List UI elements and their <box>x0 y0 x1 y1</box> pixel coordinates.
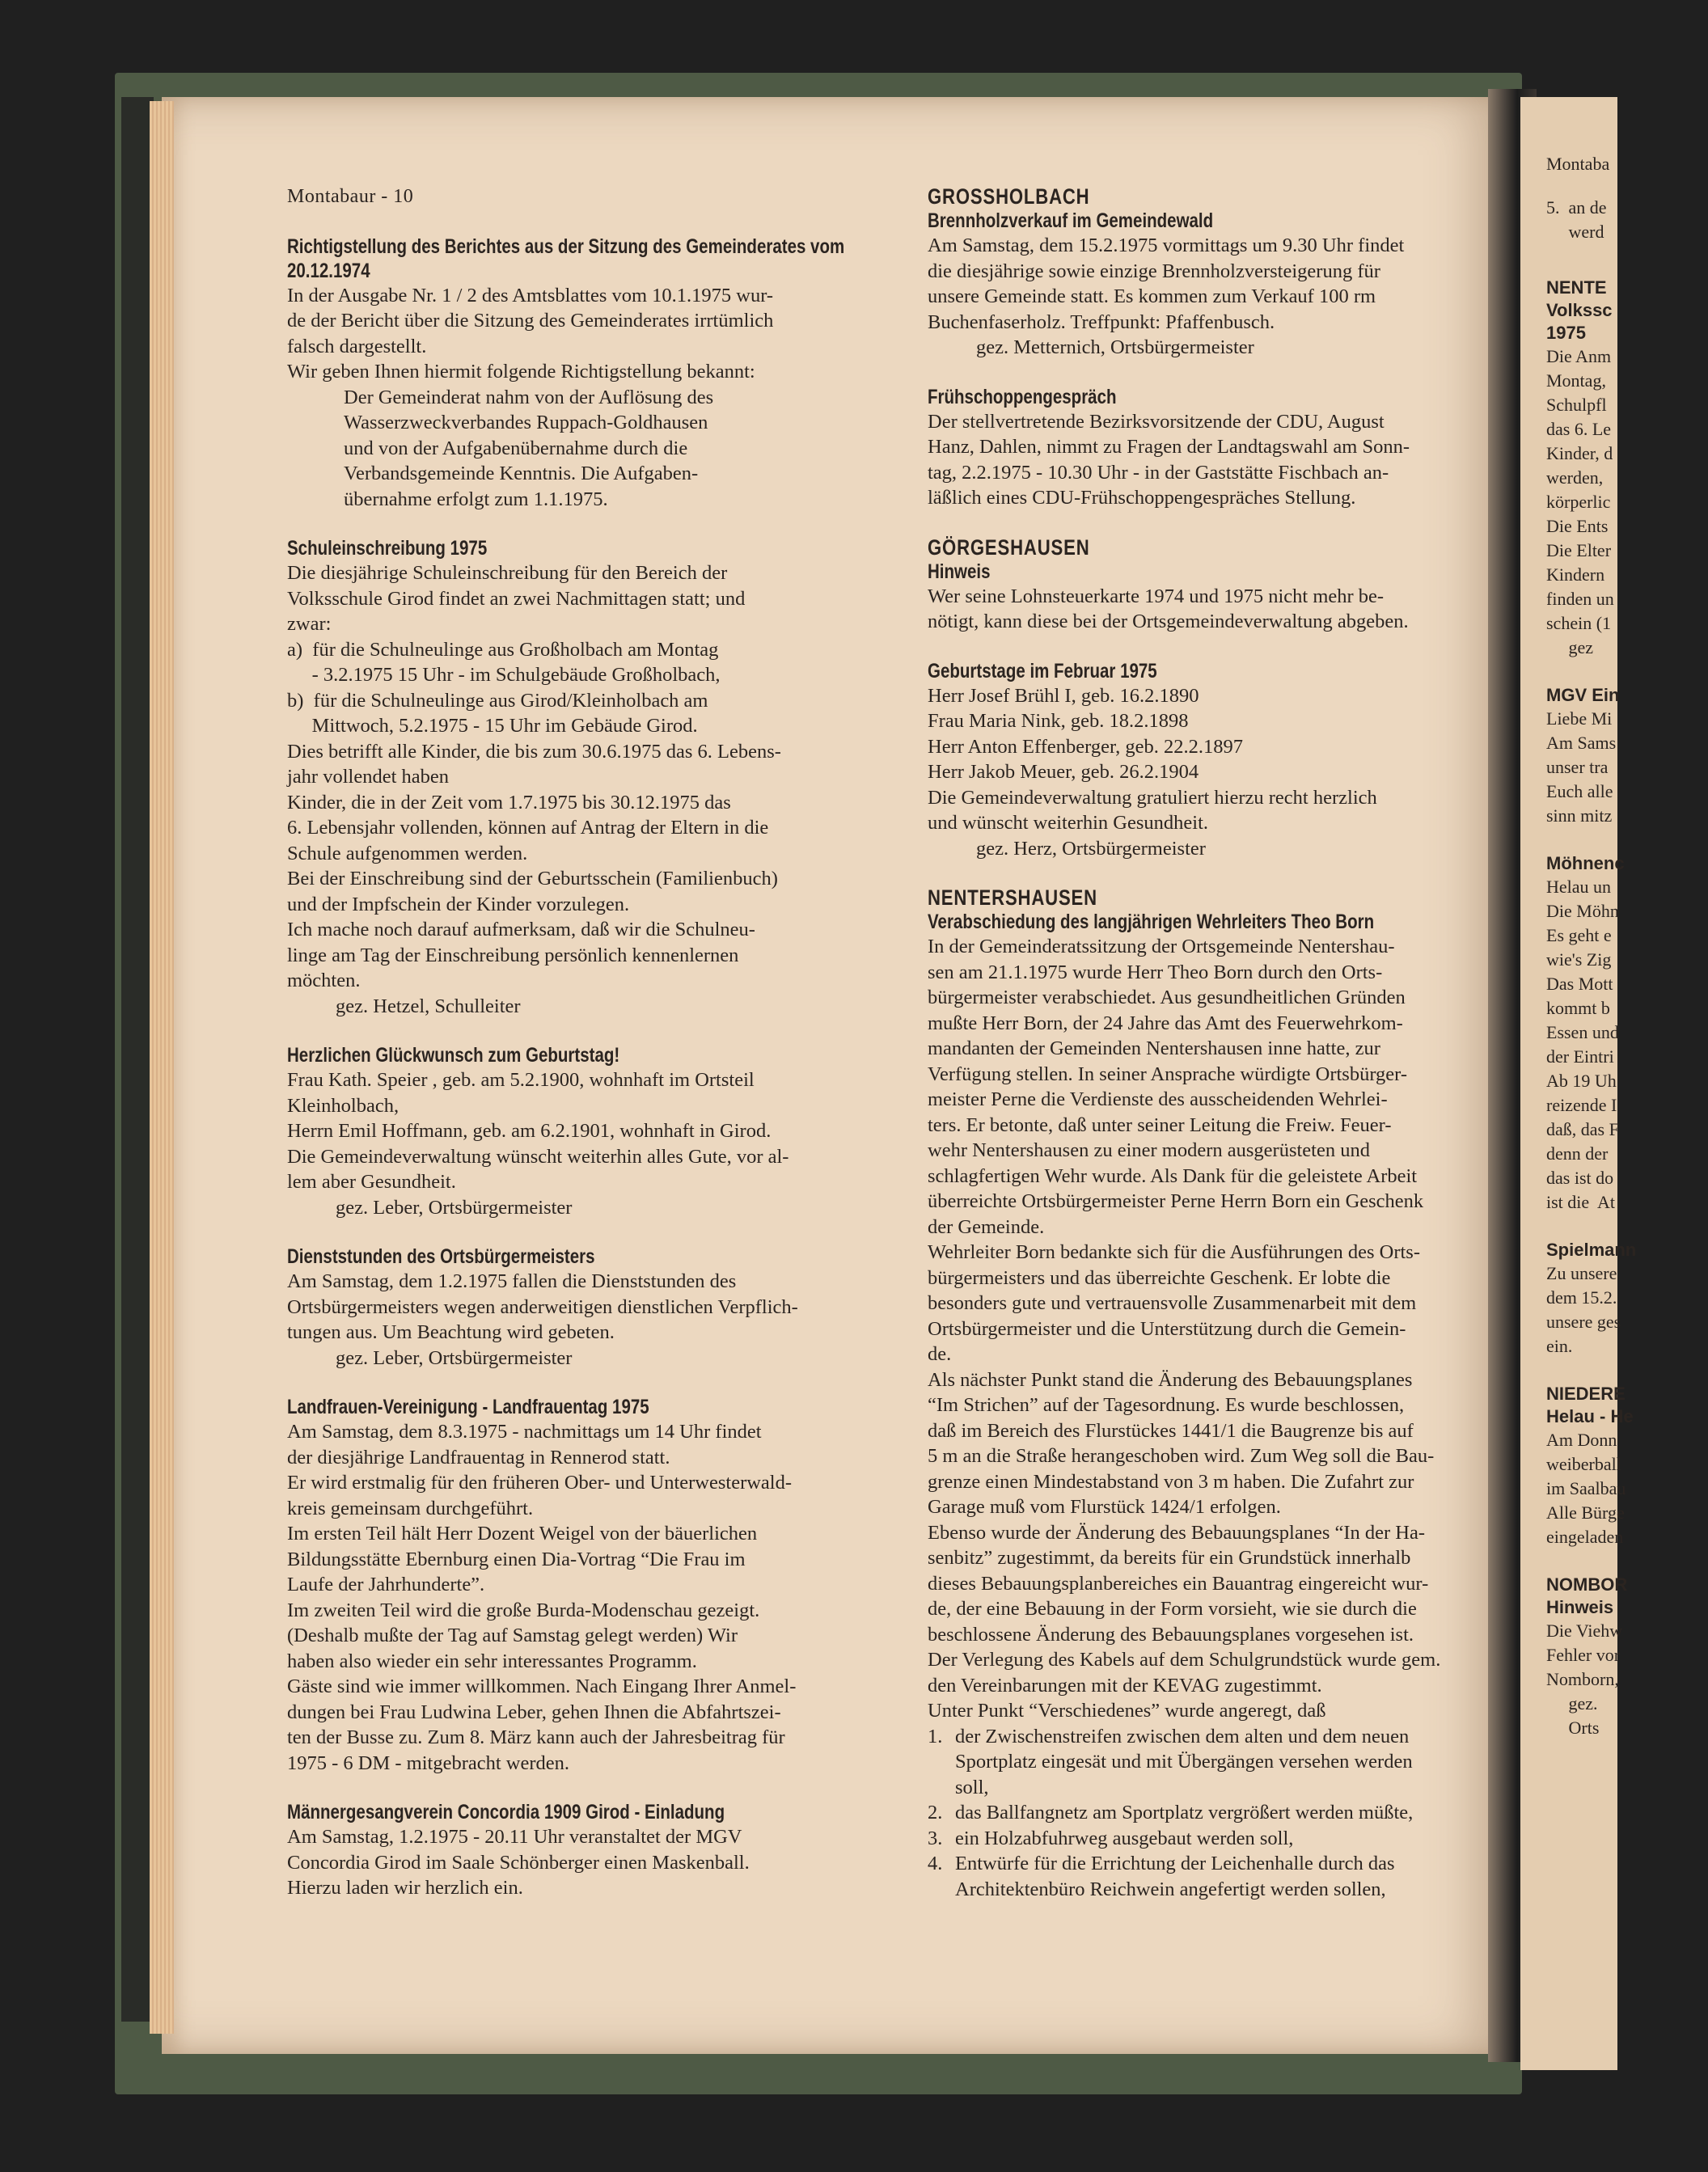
text-line: falsch dargestellt. <box>287 335 427 357</box>
next-page-block <box>1546 684 1708 828</box>
text-line: Er wird erstmalig für den früheren Ober- und Unterwesterwald- <box>287 1472 793 1494</box>
next-text-line: unser tra <box>1546 757 1609 777</box>
section-geburtstage <box>928 659 1503 862</box>
text-line: Ortsbürgermeisters wegen anderweitigen dienstlichen Verpflich- <box>287 1295 798 1318</box>
next-text-line: Liebe Mi <box>1546 708 1613 729</box>
next-text-line: Das Mott <box>1546 974 1613 994</box>
list-number: 1. <box>928 1725 943 1747</box>
text-line: Hierzu laden wir herzlich ein. <box>287 1877 523 1899</box>
signature: gez. Metternich, Ortsbürgermeister <box>976 336 1254 358</box>
section-title: Frühschoppengespräch <box>928 385 1117 408</box>
text-line: Die Gemeindeverwaltung gratuliert hierzu recht herzlich <box>928 786 1377 809</box>
next-text-line: Kindern <box>1546 564 1605 585</box>
next-running-head: Montaba <box>1546 154 1610 174</box>
text-line: daß im Bereich des Flurstückes 1441/1 die Baugrenze bis auf <box>928 1419 1414 1442</box>
text-line: Der Verlegung des Kabels auf dem Schulgrundstück wurde gem. <box>928 1649 1441 1671</box>
list-item <box>928 1724 1503 1801</box>
section-title: Brennholzverkauf im Gemeindewald <box>928 209 1214 232</box>
text-line: (Deshalb mußte der Tag auf Samstag gelegt werden) Wir <box>287 1625 738 1646</box>
text-line: Laufe der Jahrhunderte”. <box>287 1574 485 1595</box>
list-line: Mittwoch, 5.2.1975 - 15 Uhr im Gebäude Girod. <box>287 715 698 737</box>
section-nentershausen <box>928 885 1503 1902</box>
text-line: besonders gute und vertrauensvolle Zusammenarbeit mit dem <box>928 1292 1417 1314</box>
next-text-line: gez. <box>1546 1693 1598 1714</box>
list-line: a) für die Schulneulinge aus Großholbach am Montag <box>287 638 719 661</box>
text-line: In der Ausgabe Nr. 1 / 2 des Amtsblattes vom 10.1.1975 wur- <box>287 284 774 306</box>
list-line: b) für die Schulneulinge aus Girod/Kleinholbach am <box>287 689 708 712</box>
section-dienststunden <box>287 1244 886 1371</box>
signature: gez. Leber, Ortsbürgermeister <box>336 1196 573 1219</box>
next-text-line: der Eintri <box>1546 1046 1614 1067</box>
next-text-line: Am Donn <box>1546 1430 1617 1450</box>
list-text: der Zwischenstreifen zwischen dem alten und dem neuen <box>955 1725 1410 1747</box>
next-heading: Volkssc <box>1546 300 1613 320</box>
text-line: schlagfertigen Wehr wurde. Als Dank für die geleistete Arbeit <box>928 1164 1418 1187</box>
text-line: Kleinholbach, <box>287 1094 400 1117</box>
quote-line: Wasserzweckverbandes Ruppach-Goldhausen <box>344 412 708 433</box>
list-number: 4. <box>928 1853 943 1874</box>
next-heading: Möhnenc <box>1546 853 1625 873</box>
text-line: In der Gemeinderatssitzung der Ortsgemeinde Nentershau- <box>928 936 1395 957</box>
text-line: Garage muß vom Flurstück 1424/1 erfolgen. <box>928 1496 1281 1518</box>
next-heading: NOMBOR <box>1546 1574 1628 1595</box>
text-line: Herrn Emil Hoffmann, geb. am 6.2.1901, wohnhaft in Girod. <box>287 1120 772 1142</box>
next-text-line: Kinder, d <box>1546 443 1613 463</box>
section-mgv-concordia <box>287 1800 886 1901</box>
text-line: möchten. <box>287 970 361 991</box>
text-line: der diesjährige Landfrauentag in Rennerod statt. <box>287 1446 670 1468</box>
text-line: meister Perne die Verdienste des ausscheidenden Wehrlei- <box>928 1088 1388 1110</box>
text-line: wehr Nentershausen zu einer modern ausgerüsteten und <box>928 1139 1370 1161</box>
text-line: lem aber Gesundheit. <box>287 1171 456 1193</box>
section-title: Herzlichen Glückwunsch zum Geburtstag! <box>287 1044 620 1067</box>
next-text-line: weiberball <box>1546 1454 1621 1474</box>
section-glueckwunsch <box>287 1043 886 1220</box>
text-line: Dies betrifft alle Kinder, die bis zum 30.6.1975 das 6. Lebens- <box>287 740 781 763</box>
next-text-line: kommt b <box>1546 998 1610 1018</box>
text-line: jahr vollendet haben <box>287 766 450 788</box>
next-text-line: im Saalbau <box>1546 1478 1626 1498</box>
middle-column <box>928 184 1503 1926</box>
text-line: grenze einen Mindestabstand von 3 m haben. Die Zufahrt zur <box>928 1470 1414 1493</box>
text-line: sen am 21.1.1975 wurde Herr Theo Born durch den Orts- <box>928 961 1383 983</box>
text-line: Am Samstag, dem 8.3.1975 - nachmittags um 14 Uhr findet <box>287 1421 762 1443</box>
text-line: Wer seine Lohnsteuerkarte 1974 und 1975 nicht mehr be- <box>928 585 1385 607</box>
next-text-line: denn der <box>1546 1143 1609 1164</box>
section-title: Verabschiedung des langjährigen Wehrleiters Theo Born <box>928 911 1375 933</box>
text-line: senbitz” zugestimmt, da bereits für ein Grundstück innerhalb <box>928 1547 1411 1569</box>
next-text-line: das ist do <box>1546 1168 1614 1188</box>
next-page-block <box>1546 1239 1708 1359</box>
text-line: Am Samstag, dem 1.2.1975 fallen die Dienststunden des <box>287 1270 737 1292</box>
next-text-line: das 6. Le <box>1546 419 1612 439</box>
next-text-line: Alle Bürge <box>1546 1502 1625 1523</box>
left-column <box>287 184 886 1925</box>
next-text-line: Die Anm <box>1546 346 1612 366</box>
text-line: Ich mache noch darauf aufmerksam, daß wir die Schulneu- <box>287 919 755 940</box>
next-text-line: Am Sams <box>1546 733 1617 753</box>
text-line: Verfügung stellen. In seiner Ansprache würdigte Ortsbürger- <box>928 1063 1408 1085</box>
next-text-line: Schulpfl <box>1546 395 1607 415</box>
next-heading: Hinweis <box>1546 1597 1614 1617</box>
text-line: mandanten der Gemeinden Nentershausen inne hatte, zur <box>928 1037 1380 1059</box>
next-heading: Helau - He <box>1546 1406 1634 1426</box>
next-text-line: werden, <box>1546 467 1604 488</box>
text-line: ten der Busse zu. Zum 8. März kann auch der Jahresbeitrag für <box>287 1726 785 1748</box>
text-line: nötigt, kann diese bei der Ortsgemeindeverwaltung abgeben. <box>928 611 1409 632</box>
text-line: de der Bericht über die Sitzung des Gemeinderates irrtümlich <box>287 310 774 332</box>
text-line: unsere Gemeinde statt. Es kommen zum Verkauf 100 rm <box>928 285 1376 307</box>
signature: gez. Hetzel, Schulleiter <box>336 995 521 1017</box>
text-line: Unter Punkt “Verschiedenes” wurde angeregt, daß <box>928 1700 1326 1722</box>
section-title: Männergesangverein Concordia 1909 Girod - Einladung <box>287 1801 725 1823</box>
text-line: ters. Er betonte, daß unter seiner Leitung die Freiw. Feuer- <box>928 1113 1392 1136</box>
next-text-line: Zu unsere <box>1546 1263 1617 1283</box>
text-line: linge am Tag der Einschreibung persönlich kennenlernen <box>287 944 739 966</box>
text-line: 6. Lebensjahr vollenden, können auf Antrag der Eltern in die <box>287 817 769 839</box>
text-line: de. <box>928 1343 952 1365</box>
quote-line: übernahme erfolgt zum 1.1.1975. <box>344 488 608 510</box>
text-line: Kinder, die in der Zeit vom 1.7.1975 bis 30.12.1975 das <box>287 791 731 813</box>
next-page-block <box>1546 852 1708 1215</box>
text-line: dieses Bebauungsplanbereiches ein Bauantrag eingereicht wur- <box>928 1572 1429 1595</box>
text-line: läßlich eines CDU-Frühschoppengespräches Stellung. <box>928 487 1356 509</box>
text-line: der Gemeinde. <box>928 1215 1045 1238</box>
text-line: und der Impfschein der Kinder vorzulegen. <box>287 893 630 915</box>
text-line: Im zweiten Teil wird die große Burda-Modenschau gezeigt. <box>287 1599 760 1621</box>
next-text-line: Orts <box>1546 1718 1600 1738</box>
next-text-line: dem 15.2. <box>1546 1287 1617 1308</box>
next-text-line: daß, das F <box>1546 1119 1619 1139</box>
binding-spine <box>121 97 154 2022</box>
place-heading: GROSSHOLBACH <box>928 184 1090 209</box>
quote-line: Der Gemeinderat nahm von der Auflösung des <box>344 386 714 408</box>
text-line: Im ersten Teil hält Herr Dozent Weigel von der bäuerlichen <box>287 1523 758 1544</box>
section-grossholbach <box>928 184 1503 361</box>
text-line: Herr Anton Effenberger, geb. 22.2.1897 <box>928 735 1244 758</box>
text-line: Frau Kath. Speier , geb. am 5.2.1900, wohnhaft im Ortsteil <box>287 1069 755 1091</box>
next-text-line: Es geht e <box>1546 925 1612 945</box>
list-text: Sportplatz eingesät und mit Übergängen versehen werden <box>955 1751 1413 1773</box>
text-line: den Vereinbarungen mit der KEVAG zugestimmt. <box>928 1674 1322 1697</box>
next-text-line: wie's Zig <box>1546 949 1612 970</box>
place-heading: NENTERSHAUSEN <box>928 885 1097 910</box>
section-title: Geburtstage im Februar 1975 <box>928 659 1157 682</box>
section-title: Richtigstellung des Berichtes aus der Sitzung des Gemeinderates vom 20.12.1974 <box>287 235 845 282</box>
text-line: Die diesjährige Schuleinschreibung für den Bereich der <box>287 562 728 584</box>
next-text-line: Die Ents <box>1546 516 1609 536</box>
text-line: Frau Maria Nink, geb. 18.2.1898 <box>928 710 1189 732</box>
text-line: Volksschule Girod findet an zwei Nachmittagen statt; und <box>287 587 746 610</box>
text-line: Ortsbürgermeister und die Unterstützung durch die Gemein- <box>928 1317 1406 1340</box>
text-line: dungen bei Frau Ludwina Leber, gehen Ihnen die Abfahrtszei- <box>287 1701 781 1723</box>
next-text-line: Nomborn, <box>1546 1669 1619 1689</box>
text-line: Am Samstag, 1.2.1975 - 20.11 Uhr veranstaltet der MGV <box>287 1826 742 1848</box>
text-line: Am Samstag, dem 15.2.1975 vormittags um 9.30 Uhr findet <box>928 235 1405 256</box>
next-heading: 1975 <box>1546 323 1586 343</box>
text-line: Bei der Einschreibung sind der Geburtsschein (Familienbuch) <box>287 868 778 890</box>
next-text-line: unsere ges <box>1546 1312 1621 1332</box>
list-text: soll, <box>955 1776 989 1798</box>
section-landfrauentag <box>287 1395 886 1776</box>
next-text-line: ist die At <box>1546 1192 1615 1212</box>
text-line: kreis gemeinsam durchgeführt. <box>287 1497 534 1519</box>
next-text-line: reizende I <box>1546 1095 1617 1115</box>
next-page-block <box>1546 1383 1708 1549</box>
next-text-line: körperlic <box>1546 492 1611 512</box>
next-text-line: Euch alle <box>1546 781 1613 801</box>
list-text: ein Holzabfuhrweg ausgebaut werden soll, <box>955 1827 1294 1849</box>
list-line: - 3.2.1975 15 Uhr - im Schulgebäude Großholbach, <box>287 664 721 686</box>
next-text-line: sinn mitz <box>1546 805 1613 826</box>
text-line: bürgermeister verabschiedet. Aus gesundheitlichen Gründen <box>928 987 1406 1008</box>
text-line: beschlossene Änderung des Bebauungsplanes vorgesehen ist. <box>928 1623 1414 1646</box>
list-item <box>928 1851 1503 1902</box>
next-text-line: Helau un <box>1546 877 1612 897</box>
text-line: Herr Jakob Meuer, geb. 26.2.1904 <box>928 761 1199 783</box>
place-heading: GÖRGESHAUSEN <box>928 535 1090 560</box>
text-line: zwar: <box>287 613 332 635</box>
next-text-line: eingeladen <box>1546 1527 1624 1547</box>
list-text: das Ballfangnetz am Sportplatz vergrößert werden müßte, <box>955 1802 1414 1823</box>
text-line: die diesjährige sowie einzige Brennholzversteigerung für <box>928 260 1380 282</box>
next-heading: Spielmann <box>1546 1240 1637 1260</box>
next-text-line: Die Möhn <box>1546 901 1619 921</box>
next-text-line: 5. an de <box>1546 197 1607 218</box>
list-item <box>928 1800 1503 1826</box>
text-line: Als nächster Punkt stand die Änderung des Bebauungsplanes <box>928 1368 1413 1391</box>
text-line: Wehrleiter Born bedankte sich für die Ausführungen des Orts- <box>928 1241 1420 1263</box>
text-line: Der stellvertretende Bezirksvorsitzende der CDU, August <box>928 410 1385 433</box>
next-text-line: schein (1 <box>1546 613 1612 633</box>
section-title: Landfrauen-Vereinigung - Landfrauentag 1975 <box>287 1396 649 1418</box>
next-text-line: finden un <box>1546 589 1614 609</box>
list-number: 3. <box>928 1827 943 1849</box>
next-page-block <box>1546 1574 1708 1740</box>
text-line: Die Gemeindeverwaltung wünscht weiterhin alles Gute, vor al- <box>287 1145 789 1168</box>
next-text-line: Ab 19 Uh <box>1546 1071 1617 1091</box>
next-text-line: Fehler vor <box>1546 1645 1621 1665</box>
text-line: Wir geben Ihnen hiermit folgende Richtigstellung bekannt: <box>287 361 755 382</box>
section-fruehschoppen <box>928 385 1503 511</box>
text-line: überreichte Ortsbürgermeister Perne Herrn Born ein Geschenk <box>928 1190 1424 1212</box>
text-line: “Im Strichen” auf der Tagesordnung. Es wurde beschlossen, <box>928 1394 1405 1416</box>
list-item <box>928 1826 1503 1852</box>
signature: gez. Herz, Ortsbürgermeister <box>976 837 1206 860</box>
text-line: Bildungsstätte Ebernburg einen Dia-Vortrag “Die Frau im <box>287 1548 746 1570</box>
text-line: Concordia Girod im Saale Schönberger einen Maskenball. <box>287 1851 750 1874</box>
list-text: Architektenbüro Reichwein angefertigt werden sollen, <box>955 1878 1386 1900</box>
section-title: Schuleinschreibung 1975 <box>287 537 488 560</box>
list-number: 2. <box>928 1802 943 1823</box>
next-heading: NIEDERE <box>1546 1384 1626 1404</box>
section-richtigstellung <box>287 235 886 513</box>
next-heading: MGV Ein <box>1546 685 1620 705</box>
next-page-block <box>1546 277 1708 660</box>
next-text-line: Montag, <box>1546 370 1606 391</box>
text-line: Buchenfaserholz. Treffpunkt: Pfaffenbusch. <box>928 311 1275 333</box>
next-page-blocks <box>1546 277 1708 1740</box>
quote-line: und von der Aufgabenübernahme durch die <box>344 437 688 459</box>
signature: gez. Leber, Ortsbürgermeister <box>336 1346 573 1369</box>
section-goergeshausen <box>928 535 1503 635</box>
next-text-line: gez <box>1546 637 1594 657</box>
section-title: Hinweis <box>928 560 991 583</box>
next-page-column <box>1546 152 1708 1764</box>
text-line: Ebenso wurde der Änderung des Bebauungsplanes “In der Ha- <box>928 1521 1426 1544</box>
next-text-line: Die Elter <box>1546 540 1612 560</box>
text-line: tag, 2.2.1975 - 10.30 Uhr - in der Gaststätte Fischbach an- <box>928 461 1389 484</box>
running-head: Montabaur - 10 <box>287 186 414 207</box>
text-line: Herr Josef Brühl I, geb. 16.2.1890 <box>928 684 1199 707</box>
text-line: haben also wieder ein sehr interessantes Programm. <box>287 1650 697 1672</box>
list-text: Entwürfe für die Errichtung der Leichenhalle durch das <box>955 1853 1395 1874</box>
section-schuleinschreibung <box>287 536 886 1019</box>
section-title: Dienststunden des Ortsbürgermeisters <box>287 1245 595 1268</box>
next-text-line: Essen und <box>1546 1022 1619 1042</box>
text-line: mußte Herr Born, der 24 Jahre das Amt des Feuerwehrkom- <box>928 1012 1403 1034</box>
quote-line: Verbandsgemeinde Kenntnis. Die Aufgaben- <box>344 463 699 484</box>
text-line: und wünscht weiterhin Gesundheit. <box>928 812 1209 834</box>
text-line: 1975 - 6 DM - mitgebracht werden. <box>287 1752 570 1774</box>
text-line: Gäste sind wie immer willkommen. Nach Eingang Ihrer Anmel- <box>287 1675 797 1697</box>
text-line: Schule aufgenommen werden. <box>287 842 528 864</box>
next-text-line: Die Viehw <box>1546 1621 1623 1641</box>
next-heading: NENTE <box>1546 277 1607 298</box>
text-line: de, der eine Bebauung in der Form vorsieht, wie sie durch die <box>928 1598 1417 1620</box>
text-line: bürgermeisters und das überreichte Geschenk. Er lobte die <box>928 1266 1391 1289</box>
text-line: Hanz, Dahlen, nimmt zu Fragen der Landtagswahl am Sonn- <box>928 436 1410 458</box>
page-edges <box>150 101 174 2034</box>
next-text-line: werd <box>1546 222 1604 242</box>
next-text-line: ein. <box>1546 1336 1573 1356</box>
text-line: 5 m an die Straße herangeschoben wird. Zum Weg soll die Bau- <box>928 1445 1435 1467</box>
text-line: tungen aus. Um Beachtung wird gebeten. <box>287 1321 615 1343</box>
